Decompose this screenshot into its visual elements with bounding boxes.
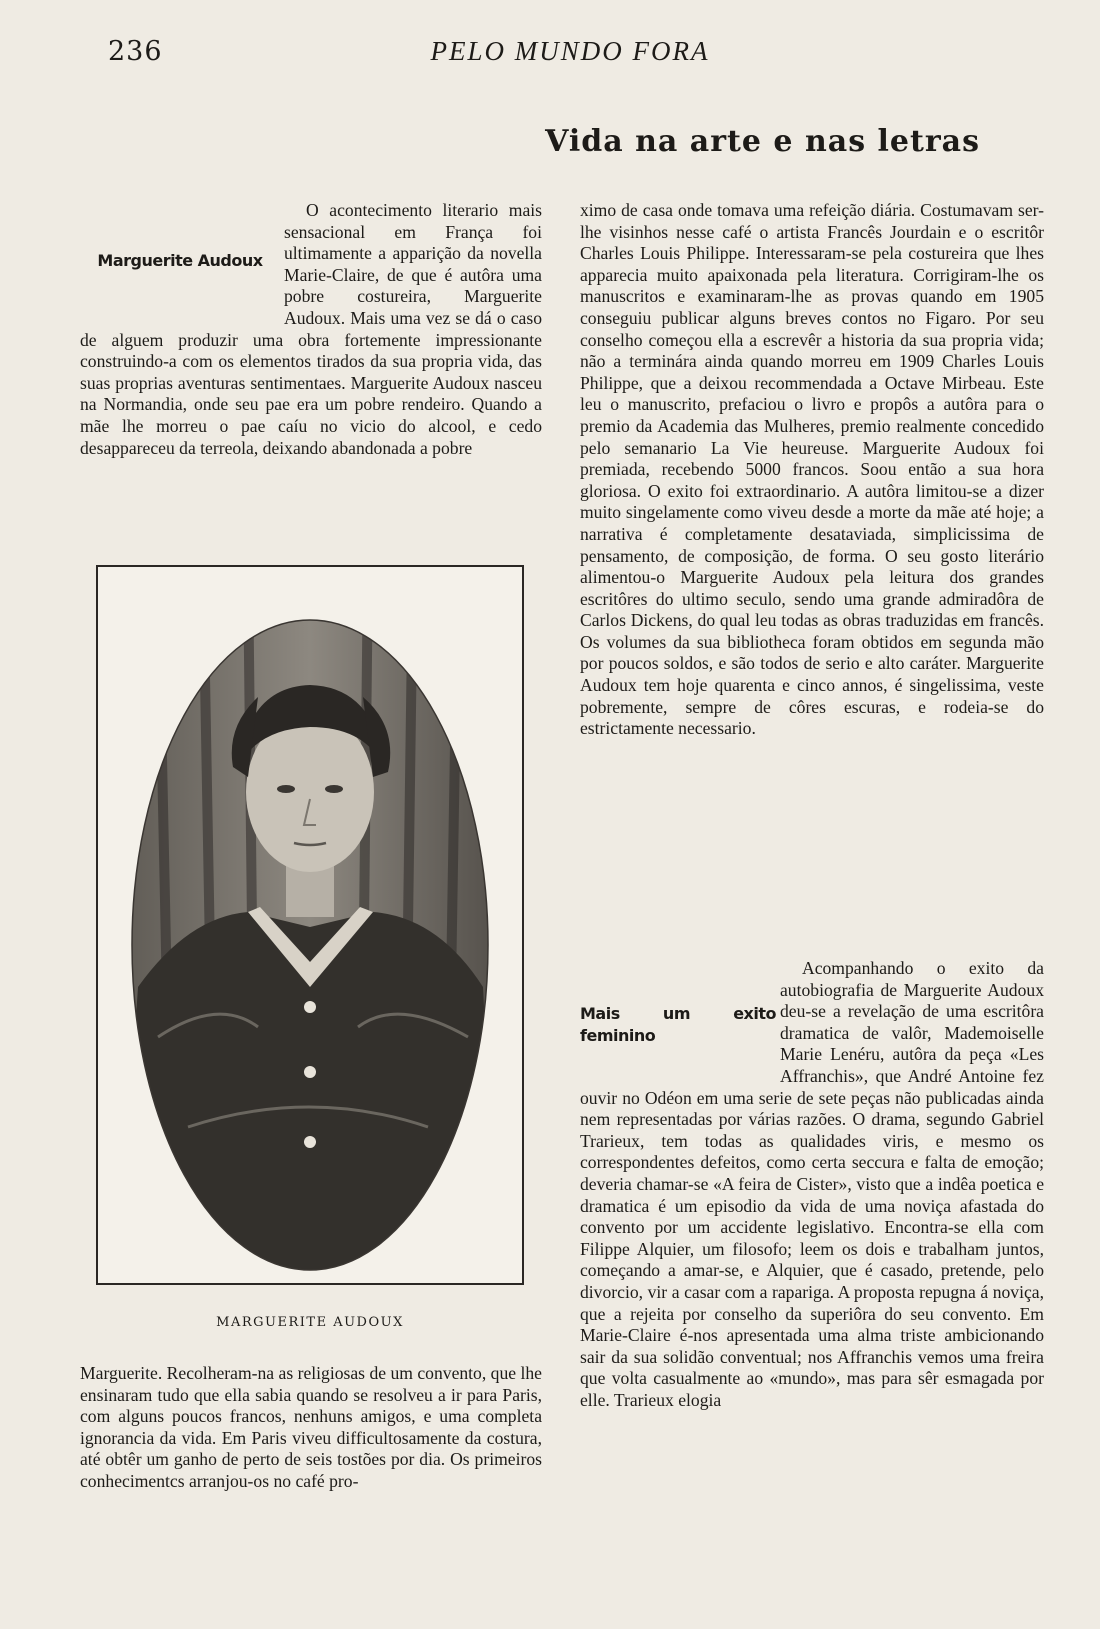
photo-caption: MARGUERITE AUDOUX bbox=[216, 1315, 404, 1330]
column-left-bottom bbox=[80, 1363, 542, 1493]
portrait-photo bbox=[96, 565, 524, 1285]
section-title: Vida na arte e nas letras bbox=[545, 124, 980, 159]
article1-paragraph-continued: Marguerite. Recolheram-na as religiosas de um convento, que lhe ensinaram tudo que ella sabia quando se resolveu a ir para Paris, com alguns poucos francos, nenhuns amigos, e uma completa ignorancia da vida. Em Paris viveu difficultosamente da costura, até obtêr um ganho de perto de seis tostões por dia. Os primeiros conhecimentcs arranjou-os no café pro- bbox=[80, 1363, 542, 1491]
article2-paragraph-1: Acompanhando o exito da autobiografia de Marguerite Audoux deu-se a revelação de uma escritôra dramatica de valôr, Mademoiselle Marie Lenéru, autôra da peça «Les Affranchis», que André Antoine fez ouvir no Odéon em uma serie de sete peças não publicadas ainda nem representadas por várias razões. O drama, segundo Gabriel Trarieux, tem todas as qualidades viris, e mesmo os correspondentes defeitos, como certa seccura e falta de emoção; deveria chamar-se «A feira de Cister», visto que a indêa poetica e dramatica é um episodio da vida de uma noviça afastada do convento por um accidente legislativo. Encontra-se ella com Filippe Alquier, um filosofo; leem os dois e trabalham juntos, começando a amar-se, e Alquier, que é casado, pretende, pelo divorcio, vir a casar com a rapariga. A proposta repugna á noviça, que a rejeita por conselho da superiôra do seu convento. Em Marie-Claire é-nos apresentada uma alma triste ambicionando sair da sua solidão conventual; nos Affranchis vemos uma freira que volta casualmente ao «mundo», mas para sêr esmagada por elle. Trarieux elogia bbox=[580, 958, 1044, 1410]
page-number: 236 bbox=[108, 36, 163, 67]
article1-paragraph-right: ximo de casa onde tomava uma refeição diária. Costumavam ser-lhe visinhos nesse café o artista Francês Jourdain e o escritôr Charles Louis Philippe. Interessaram-se pela costureira que lhes apparecia muito apaixonada pela literatura. Corrigiram-lhe os manuscritos e examinaram-lhe as provas quando em 1905 conseguiu publicar alguns breves contos no Figaro. Por seu conselho começou ella a escrevêr a historia da sua propria vida; não a terminára ainda quando morreu em 1909 Charles Louis Philippe, que a deixou recommendada a Octave Mirbeau. Este leu o manuscrito, prefaciou o livro e propôs a autôra para o premio da Academia das Mulheres, premio realmente concedido pelo semanario La Vie heureuse. Marguerite Audoux foi premiada, recebendo 5000 francos. Soou então a sua hora gloriosa. O exito foi extraordinario. A autôra limitou-se a dizer muito singelamente como viveu desde a morte da mãe até hoje; a narrativa é completamente desataviada, simplicissima de pensamento, de composição, de forma. O seu gosto literário alimentou-o Marguerite Audoux pela leitura dos grandes escritôres do ultimo seculo, sendo uma grande admiradôra de Carlos Dickens, do qual leu todas as obras traduzidas em francês. Os volumes da sua bibliotheca foram obtidos em segunda mão por poucos soldos, e são todos de serio e alto caráter. Marguerite Audoux tem hoje quarenta e cinco annos, é singelissima, veste pobremente, sempre de côres escuras, e rodeia-se do estrictamente necessario. bbox=[580, 200, 1044, 739]
column-right-bottom bbox=[580, 958, 1044, 1411]
article1-paragraph-1: O acontecimento literario mais sensacional em França foi ultimamente a apparição da novella Marie-Claire, de que é autôra uma pobre costureira, Marguerite Audoux. Mais uma vez se dá o caso de alguem produzir uma obra fortemente impressionante construindo-a com os elementos tirados da sua propria vida, das suas proprias aventuras sentimentaes. Marguerite Audoux nasceu na Normandia, onde seu pae era um pobre rendeiro. Quando a mãe lhe morreu o pae caíu no vicio do alcool, e cedo desappareceu da terreola, deixando abandonada a pobre bbox=[80, 200, 542, 458]
running-title: PELO MUNDO FORA bbox=[430, 36, 710, 66]
column-right-top bbox=[580, 200, 1044, 740]
portrait-illustration bbox=[98, 567, 522, 1283]
column-left-top bbox=[80, 200, 542, 459]
side-heading-mais-um-exito: Mais um exito feminino bbox=[580, 1004, 776, 1045]
side-heading-marguerite-audoux: Marguerite Audoux bbox=[97, 251, 263, 271]
